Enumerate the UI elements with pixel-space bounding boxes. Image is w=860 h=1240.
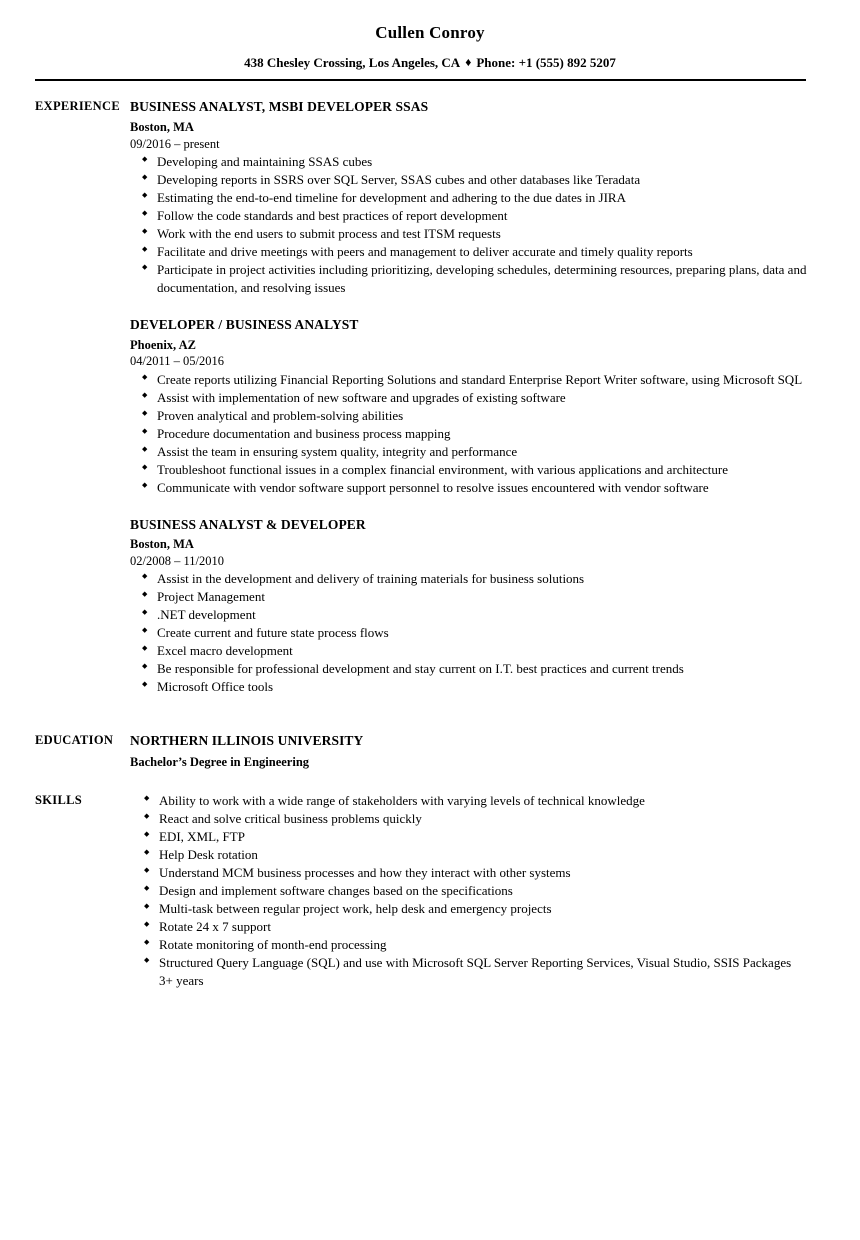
job-bullet: ◆ Participate in project activities including prioritizing, developing schedules, determining resources, preparing plans, data and documentation, and resolving issues — [130, 261, 807, 297]
job-title: DEVELOPER / BUSINESS ANALYST — [130, 316, 359, 332]
resume-header — [0, 0, 860, 81]
education-entry — [130, 732, 807, 770]
job-bullet: ◆ Assist with implementation of new software and upgrades of existing software — [130, 389, 807, 407]
job-title: BUSINESS ANALYST & DEVELOPER — [130, 516, 366, 532]
contact-address: 438 Chesley Crossing, Los Angeles, CA — [244, 54, 461, 70]
section-label-education: EDUCATION — [35, 733, 114, 748]
skill-bullet: ◆ Ability to work with a wide range of stakeholders with varying levels of technical knowledge — [130, 792, 807, 810]
section-label-experience: EXPERIENCE — [35, 99, 120, 114]
job-bullet-list — [130, 153, 807, 297]
skills-entries — [130, 791, 860, 990]
job-entry — [130, 98, 807, 297]
header-divider — [35, 79, 806, 81]
job-dates: 04/2011 – 05/2016 — [130, 354, 224, 369]
skill-bullet: ◆ Structured Query Language (SQL) and use with Microsoft SQL Server Reporting Services, Visual Studio, SSIS Packages 3+ years — [130, 954, 807, 990]
job-bullet: ◆ Project Management — [130, 588, 807, 606]
contact-phone: Phone: +1 (555) 892 5207 — [476, 54, 616, 70]
skill-bullet: ◆ Rotate monitoring of month-end processing — [130, 936, 807, 954]
job-dates: 02/2008 – 11/2010 — [130, 554, 224, 569]
job-entry — [130, 316, 807, 497]
section-skills — [0, 791, 860, 990]
job-bullet: ◆ Work with the end users to submit process and test ITSM requests — [130, 225, 807, 243]
job-bullet: ◆ Assist the team in ensuring system quality, integrity and performance — [130, 443, 807, 461]
job-location: Boston, MA — [130, 119, 194, 134]
candidate-name: Cullen Conroy — [375, 23, 485, 42]
job-bullet: ◆ Developing reports in SSRS over SQL Server, SSAS cubes and other databases like Teradata — [130, 171, 807, 189]
job-location: Phoenix, AZ — [130, 337, 196, 352]
skill-bullet: ◆ React and solve critical business problems quickly — [130, 810, 807, 828]
job-bullet: ◆ Create current and future state process flows — [130, 624, 807, 642]
diamond-separator-icon: ♦ — [465, 54, 472, 69]
job-bullet: ◆ Procedure documentation and business process mapping — [130, 425, 807, 443]
job-bullet: ◆ Proven analytical and problem-solving abilities — [130, 407, 807, 425]
skill-bullet: ◆ EDI, XML, FTP — [130, 828, 807, 846]
job-dates: 09/2016 – present — [130, 136, 220, 151]
job-bullet: ◆ Excel macro development — [130, 642, 807, 660]
skill-bullet: ◆ Rotate 24 x 7 support — [130, 918, 807, 936]
education-school: NORTHERN ILLINOIS UNIVERSITY — [130, 733, 364, 749]
job-entry — [130, 516, 807, 697]
contact-line — [0, 55, 860, 71]
skill-bullet: ◆ Understand MCM business processes and how they interact with other systems — [130, 864, 807, 882]
section-label-skills: SKILLS — [35, 792, 82, 807]
job-bullet: ◆ Follow the code standards and best practices of report development — [130, 207, 807, 225]
skill-bullet: ◆ Help Desk rotation — [130, 846, 807, 864]
section-experience — [0, 98, 860, 696]
experience-entries — [130, 98, 860, 696]
education-degree: Bachelor’s Degree in Engineering — [130, 754, 310, 769]
job-location: Boston, MA — [130, 537, 194, 552]
education-entries — [130, 732, 860, 770]
skills-bullet-list — [130, 792, 807, 990]
job-bullet: ◆ Facilitate and drive meetings with peers and management to deliver accurate and timely quality reports — [130, 243, 807, 261]
skill-bullet: ◆ Multi-task between regular project work, help desk and emergency projects — [130, 900, 807, 918]
section-education — [0, 732, 860, 770]
job-bullet: ◆ Estimating the end-to-end timeline for development and adhering to the due dates in JIRA — [130, 189, 807, 207]
skill-bullet: ◆ Design and implement software changes based on the specifications — [130, 882, 807, 900]
job-bullet: ◆ Be responsible for professional development and stay current on I.T. best practices and current trends — [130, 660, 807, 678]
job-bullet: ◆ .NET development — [130, 606, 807, 624]
job-bullet: ◆ Troubleshoot functional issues in a complex financial environment, with various applications and architecture — [130, 461, 807, 479]
job-bullet: ◆ Communicate with vendor software support personnel to resolve issues encountered with vendor software — [130, 479, 807, 497]
job-bullet: ◆ Developing and maintaining SSAS cubes — [130, 153, 807, 171]
job-bullet: ◆ Assist in the development and delivery of training materials for business solutions — [130, 570, 807, 588]
job-bullet: ◆ Microsoft Office tools — [130, 678, 807, 696]
job-bullet-list — [130, 371, 807, 497]
job-bullet: ◆ Create reports utilizing Financial Reporting Solutions and standard Enterprise Report Writer software, using Microsoft SQL — [130, 371, 807, 389]
job-bullet-list — [130, 570, 807, 696]
resume-content — [0, 98, 860, 989]
job-title: BUSINESS ANALYST, MSBI DEVELOPER SSAS — [130, 99, 429, 115]
